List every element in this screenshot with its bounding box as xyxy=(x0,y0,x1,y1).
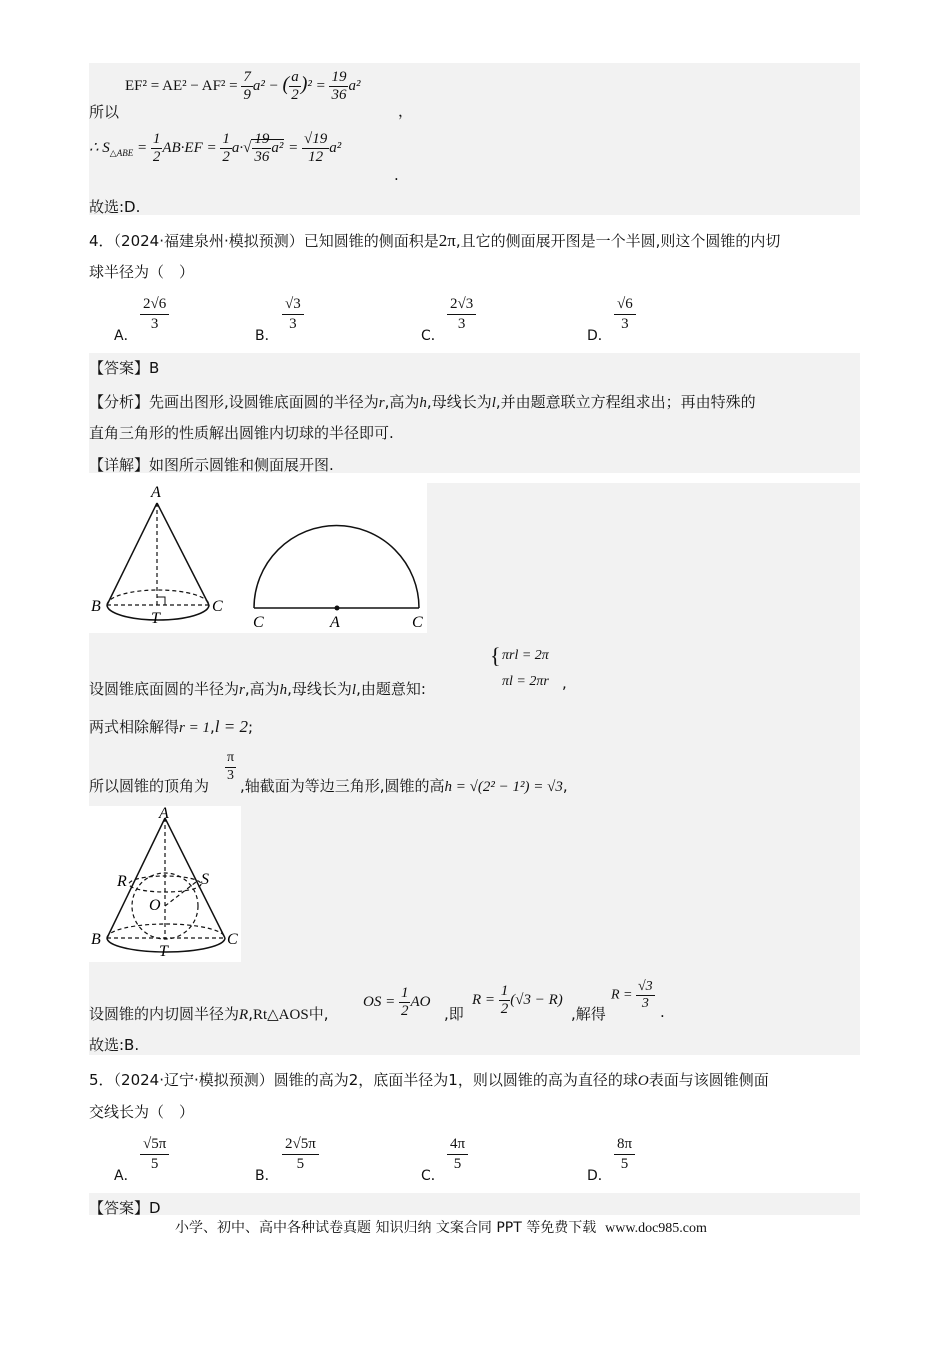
line-d-r: R xyxy=(239,1007,249,1023)
line-a-text3: ,母线长为 xyxy=(287,680,352,698)
q5-option-c-label[interactable]: C． xyxy=(421,1168,445,1184)
analysis-text3: ,母线长为 xyxy=(426,393,492,411)
system-eq2: πl = 2πr xyxy=(502,674,549,689)
apex-angle-fraction: π 3 xyxy=(227,750,235,783)
footer-text: 小学、初中、高中各种试卷真题 知识归纳 文案合同 PPT 等免费下载 xyxy=(175,1220,597,1236)
line-c2-text: ,轴截面为等边三角形,圆锥的高 xyxy=(240,777,445,795)
q5-option-c-value[interactable]: 4π 5 xyxy=(447,1136,468,1173)
derivation-line-c: 所以圆锥的顶角为 xyxy=(89,777,210,795)
label-b: B xyxy=(91,598,101,615)
q5-stem-line1 xyxy=(89,1069,769,1090)
line-b-eq1: r = 1 xyxy=(179,720,210,736)
q4-option-b-value[interactable]: √3 3 xyxy=(282,296,304,333)
semicircle-center-dot xyxy=(335,606,340,611)
label-c: C xyxy=(212,598,223,615)
period: . xyxy=(394,166,399,184)
q5-option-d-value[interactable]: 8π 5 xyxy=(614,1136,635,1173)
label-a: A xyxy=(151,484,161,501)
q5-option-b-label[interactable]: B． xyxy=(255,1168,279,1184)
comma: ， xyxy=(398,102,414,120)
q4-option-d-label[interactable]: D． xyxy=(587,328,612,344)
label-a3: A xyxy=(159,806,169,822)
analysis-text2: ,高为 xyxy=(384,393,420,411)
line-b-eq2: l = 2 xyxy=(214,717,248,736)
q5-answer: 【答案】D xyxy=(89,1199,161,1217)
suoyi-text: 所以 xyxy=(89,103,120,121)
q5-text1: 圆锥的高为2，底面半径为1，则以圆锥的高为直径的球 xyxy=(273,1071,638,1089)
q5-stem-line2: 交线长为（ ） xyxy=(89,1103,195,1121)
system-comma: , xyxy=(562,674,567,692)
q4-choice: 故选:B. xyxy=(89,1036,140,1054)
detail-tag: 【详解】 xyxy=(89,456,150,474)
line-d-triangle: Rt△AOS xyxy=(252,1007,309,1023)
label-b3: B xyxy=(91,931,101,948)
choice-prev: 故选:D. xyxy=(89,198,141,216)
sphere-o: O xyxy=(637,1073,649,1089)
label-c2: C xyxy=(412,614,423,631)
q4-detail-line xyxy=(89,454,334,475)
label-a2: A xyxy=(330,614,340,631)
q5-option-a-label[interactable]: A． xyxy=(114,1168,138,1184)
q4-option-d-value[interactable]: √6 3 xyxy=(614,296,636,333)
label-r: R xyxy=(117,873,127,890)
q4-source: （2024·福建泉州·模拟预测） xyxy=(113,232,304,250)
q4-option-c-value[interactable]: 2√3 3 xyxy=(447,296,476,333)
eq-area-abe: ∴ $S_{\triangle ABE}$ = $\frac{1}{2}$ AB·EF = $\frac{1}{2}$ a·√ $\frac{19}{36}$ a² = $\frac{√19}{12}$ a² xyxy=(89,131,342,165)
q4-option-b-label[interactable]: B． xyxy=(255,328,279,344)
eq-ef-squared: EF² = AE² − AF² = $\frac{7}{9}$ a² − ( $\frac{a}{2}$ )² = $\frac{19}{36}$ a² xyxy=(125,69,361,103)
label-c3: C xyxy=(227,931,238,948)
detail-text: 如图所示圆锥和侧面展开图. xyxy=(149,456,334,474)
q5-option-d-label[interactable]: D． xyxy=(587,1168,612,1184)
q4-option-a-label[interactable]: A． xyxy=(114,328,138,344)
equation-r: R = $\frac{1}{2}$ (√3 − R) xyxy=(472,983,563,1017)
label-o: O xyxy=(149,897,161,914)
line-a-text4: ,由题意知: xyxy=(356,680,426,698)
equation-result: R = $\frac{√3}{3}$ xyxy=(611,979,653,1011)
q4-analysis-line1: 【分析】先画出图形,设圆锥底面圆的半径为r,高为h,母线长为l,并由题意联立方程组求出；再由特殊的 xyxy=(89,393,756,411)
derivation-line-d: 设圆锥的内切圆半径为R,Rt△AOS中, xyxy=(89,1005,329,1023)
analysis-tag: 【分析】 xyxy=(89,393,150,411)
q5-text2: 表面与该圆锥侧面 xyxy=(648,1071,769,1089)
q4-number: 4． xyxy=(89,232,114,250)
line-b-end: ; xyxy=(247,718,254,736)
q5-source: （2024·辽宁·模拟预测） xyxy=(113,1071,274,1089)
derivation-line-a: 设圆锥底面圆的半径为r,高为h,母线长为l,由题意知: xyxy=(89,680,426,698)
q4-stem-line1 xyxy=(89,230,864,251)
answer-block-q5 xyxy=(89,1193,860,1215)
label-t3: T xyxy=(159,943,168,960)
footer-url[interactable]: www.doc985.com xyxy=(605,1221,707,1236)
q5-option-a-value[interactable]: √5π 5 xyxy=(140,1136,169,1173)
cone-and-development-figure xyxy=(89,483,427,633)
q4-option-a-value[interactable]: 2√6 3 xyxy=(140,296,169,333)
q5-option-b-value[interactable]: 2√5π 5 xyxy=(282,1136,319,1173)
two-pi: 2π xyxy=(438,231,456,250)
q4-option-c-label[interactable]: C． xyxy=(421,328,445,344)
line-b-text: 两式相除解得 xyxy=(89,718,180,736)
equation-os: OS = $\frac{1}{2}$ AO xyxy=(363,985,431,1019)
derivation-line-b: 两式相除解得r = 1,l = 2; xyxy=(89,717,254,736)
analysis-text4: ,并由题意联立方程组求出；再由特殊的 xyxy=(495,393,756,411)
q4-text1: 已知圆锥的侧面积是 xyxy=(303,232,439,250)
q4-analysis-line2: 直角三角形的性质解出圆锥内切球的半径即可. xyxy=(89,424,394,442)
derivation-line-c2: ,轴截面为等边三角形,圆锥的高h = √(2² − 1²) = √3, xyxy=(240,777,568,795)
system-eq1: πrl = 2π xyxy=(502,648,549,663)
system-brace: { xyxy=(490,643,501,668)
line-a-text1: 设圆锥底面圆的半径为 xyxy=(89,680,240,698)
footer xyxy=(175,1217,707,1237)
inscribed-sphere-figure xyxy=(89,806,241,962)
q4-stem-line2: 球半径为（ ） xyxy=(89,263,195,281)
q4-text2: ,且它的侧面展开图是一个半圆,则这个圆锥的内切 xyxy=(455,232,781,250)
line-d-text3: 中, xyxy=(308,1005,329,1023)
q4-answer: 【答案】B xyxy=(89,359,160,377)
q5-number: 5． xyxy=(89,1071,114,1089)
line-a-text2: ,高为 xyxy=(244,680,280,698)
label-s: S xyxy=(201,871,209,888)
label-c1: C xyxy=(253,614,264,631)
line-d-text4: ,即 xyxy=(444,1005,464,1023)
analysis-text1: 先画出图形,设圆锥底面圆的半径为 xyxy=(149,393,379,411)
line-d-text1: 设圆锥的内切圆半径为 xyxy=(89,1005,240,1023)
height-equation: h = √(2² − 1²) = √3 xyxy=(444,779,563,795)
line-d-text5: ,解得 xyxy=(571,1005,606,1023)
label-t: T xyxy=(151,610,160,627)
